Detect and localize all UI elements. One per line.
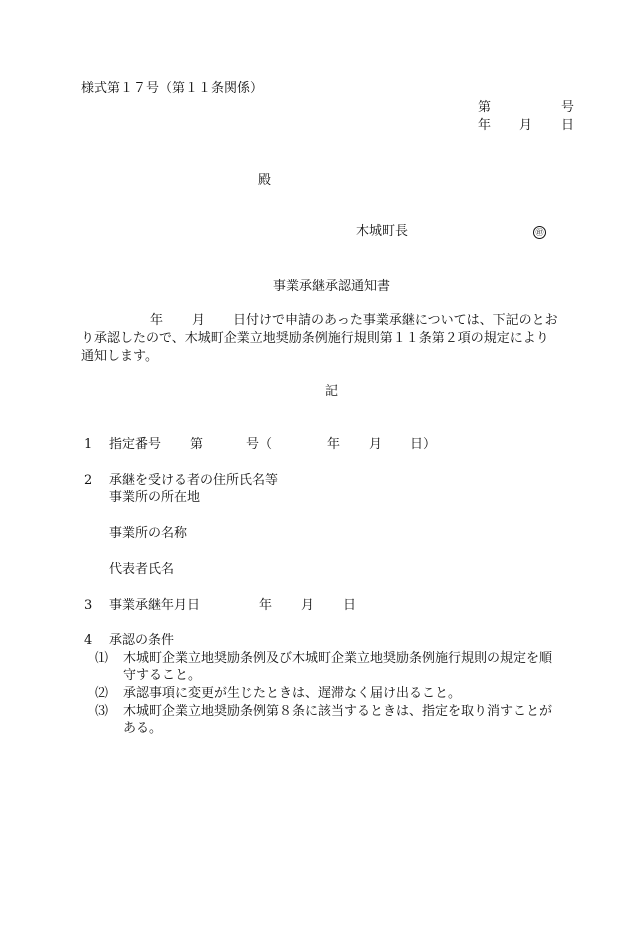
item2-name: 事業所の名称 [109, 526, 188, 541]
body-line2: り承認したので、木城町企業立地奨励条例施行規則第１１条第２項の規定により [81, 331, 549, 346]
condition-3-line1: 木城町企業立地奨励条例第８条に該当するときは、指定を取り消すことが [123, 704, 553, 719]
item1-dai: 第 [190, 437, 204, 452]
item3-day: 日 [343, 598, 357, 613]
body-year: 年 [150, 313, 164, 328]
item2-address: 事業所の所在地 [109, 490, 201, 505]
date-month: 月 [519, 118, 533, 133]
body-line3: 通知します。 [81, 349, 158, 364]
addressee-honorific: 殿 [258, 173, 272, 188]
date-day: 日 [561, 118, 575, 133]
ki-heading: 記 [325, 384, 339, 399]
item3-month: 月 [301, 598, 315, 613]
item2-number: 2 [84, 473, 93, 488]
item3-year: 年 [259, 598, 273, 613]
item3-number: 3 [84, 598, 93, 613]
body-month: 月 [192, 313, 206, 328]
item1-month: 月 [369, 437, 383, 452]
body-line1: 日付けで申請のあった事業承継については、下記のとお [233, 313, 558, 328]
item1-day: 日） [410, 437, 437, 452]
condition-1-line2: 守すること。 [123, 668, 202, 683]
date-year: 年 [478, 118, 492, 133]
item1-label: 指定番号 [109, 437, 162, 452]
condition-2-mark: ⑵ [95, 686, 109, 701]
seal-mark: ㊞ [533, 223, 546, 241]
item2-label: 承継を受ける者の住所氏名等 [109, 473, 279, 488]
form-number: 様式第１７号（第１１条関係） [81, 81, 264, 96]
sender-title: 木城町長 [356, 224, 409, 239]
condition-3-mark: ⑶ [95, 704, 109, 719]
item1-year: 年 [327, 437, 341, 452]
doc-number-prefix: 第 [478, 100, 492, 115]
condition-1-mark: ⑴ [95, 651, 109, 666]
item1-number: 1 [84, 437, 93, 452]
item1-go: 号（ [246, 437, 273, 452]
document-title: 事業承継承認通知書 [273, 279, 391, 294]
condition-2-line1: 承認事項に変更が生じたときは、遅滞なく届け出ること。 [123, 686, 462, 701]
condition-1-line1: 木城町企業立地奨励条例及び木城町企業立地奨励条例施行規則の規定を順 [123, 651, 553, 666]
condition-3-line2: ある。 [123, 721, 163, 736]
item3-label: 事業承継年月日 [109, 598, 201, 613]
doc-number-suffix: 号 [561, 100, 575, 115]
item2-rep: 代表者氏名 [109, 562, 175, 577]
item4-number: 4 [84, 633, 93, 648]
item4-label: 承認の条件 [109, 633, 175, 648]
